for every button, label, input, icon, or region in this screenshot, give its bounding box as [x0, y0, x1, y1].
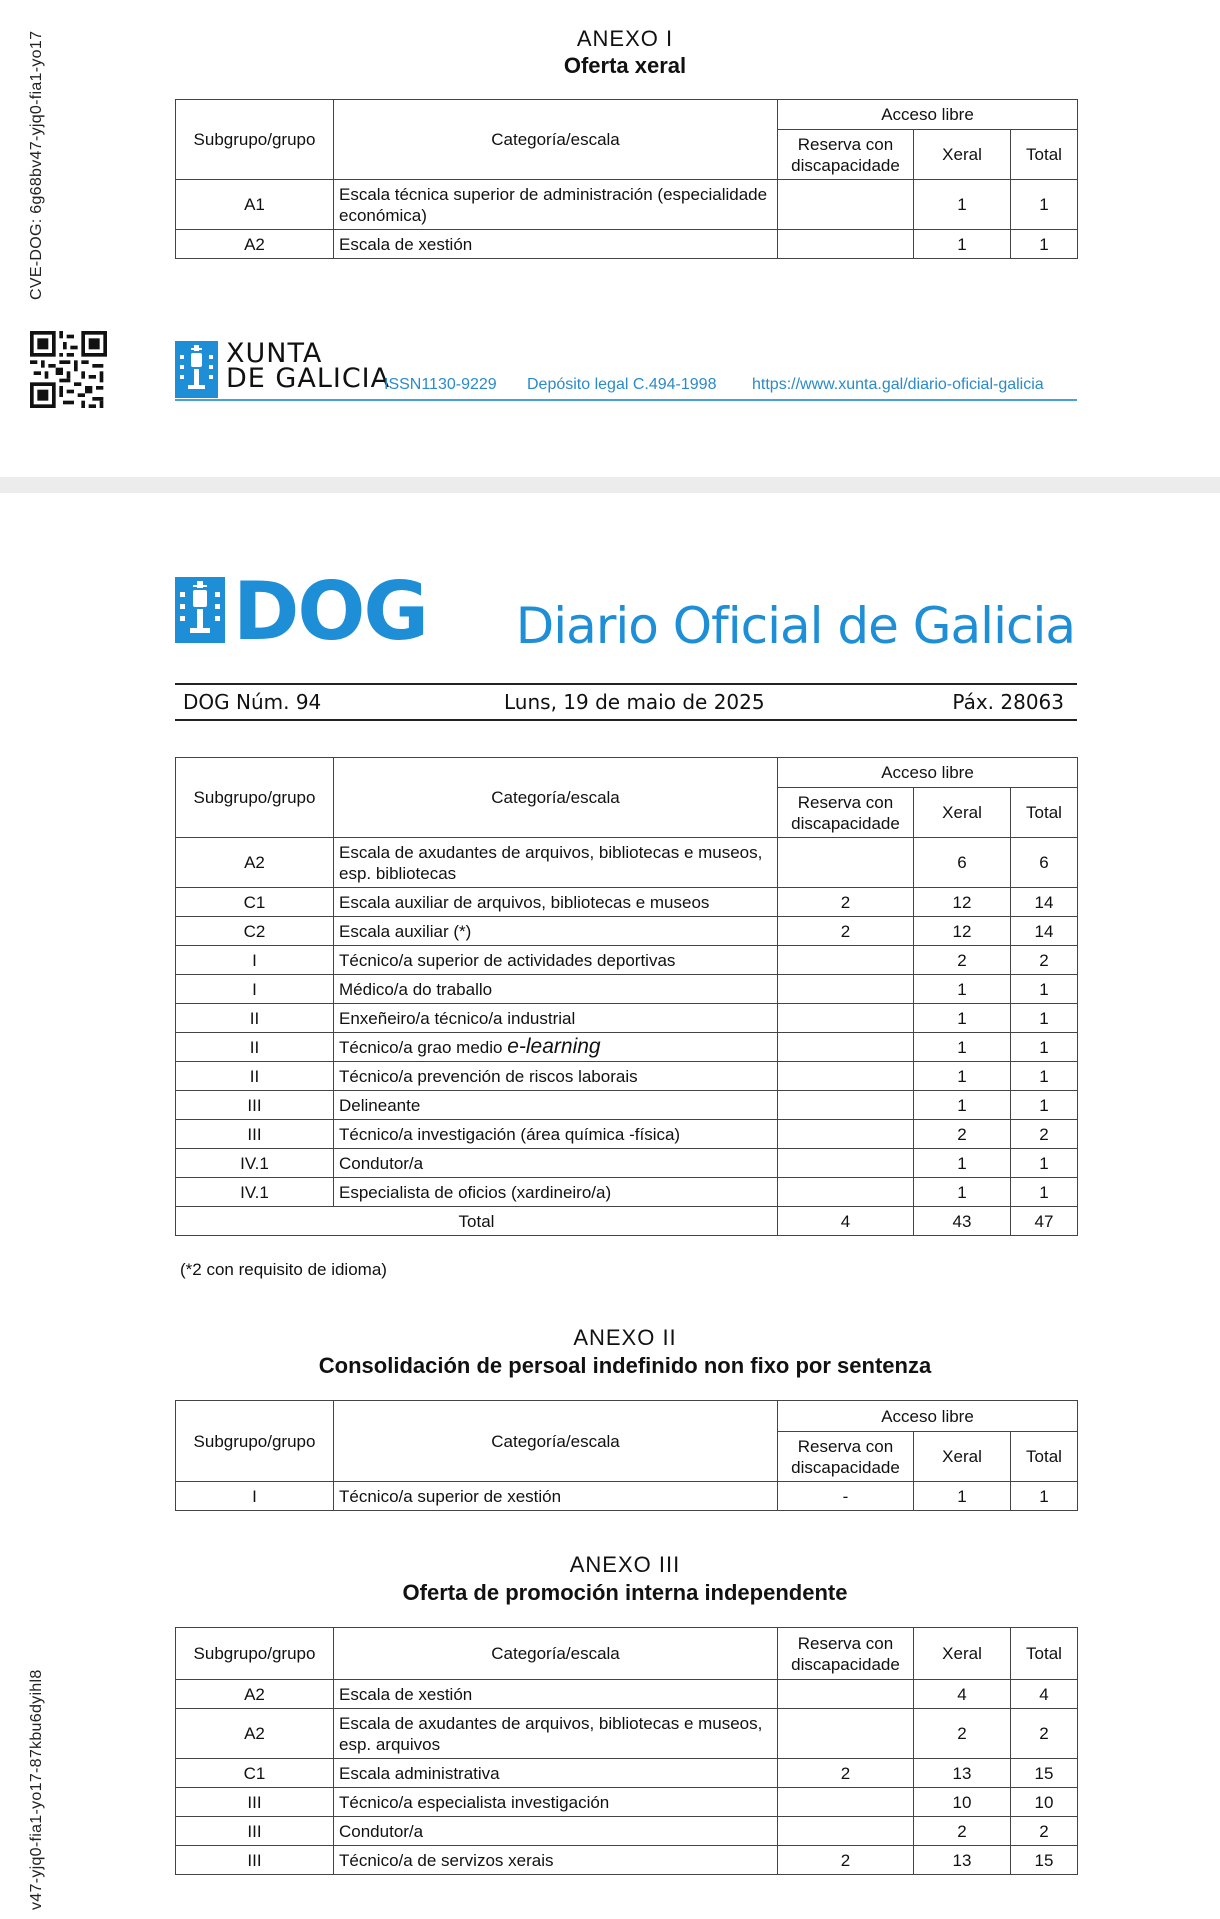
cell-xeral: 12 — [914, 888, 1011, 917]
cell-grupo: C2 — [176, 917, 334, 946]
table-row — [176, 1004, 1078, 1033]
cell-total: 14 — [1011, 888, 1078, 917]
cell-total: 14 — [1011, 917, 1078, 946]
cell-categoria: Escala administrativa — [334, 1759, 778, 1788]
table-row — [176, 1482, 1078, 1511]
table-row — [176, 1091, 1078, 1120]
total-label: Total — [176, 1207, 778, 1236]
cell-total: 1 — [1011, 1033, 1078, 1062]
header-bottom-rule — [175, 719, 1077, 721]
diario-title: Diario Oficial de Galicia — [515, 597, 1075, 655]
cell-total: 1 — [1011, 1178, 1078, 1207]
cell-xeral: 1 — [914, 1004, 1011, 1033]
header-reserva: Reserva con discapacidade — [778, 788, 914, 838]
cell-reserva — [778, 180, 914, 230]
table-row — [176, 1062, 1078, 1091]
cell-reserva — [778, 1709, 914, 1759]
cell-grupo: A2 — [176, 1680, 334, 1709]
header-acceso: Acceso libre — [778, 758, 1078, 788]
footer-deposito: Depósito legal C.494-1998 — [527, 376, 717, 393]
anexo1-cont-table — [175, 757, 1078, 1236]
header-total: Total — [1011, 130, 1078, 180]
cell-xeral: 1 — [914, 1062, 1011, 1091]
header-categoria: Categoría/escala — [334, 1401, 778, 1482]
cell-reserva — [778, 946, 914, 975]
cell-reserva: - — [778, 1482, 914, 1511]
cell-categoria: Técnico/a prevención de riscos laborais — [334, 1062, 778, 1091]
cell-xeral: 13 — [914, 1759, 1011, 1788]
dog-logo-text: DOG — [233, 565, 428, 658]
cell-grupo: III — [176, 1817, 334, 1846]
header-xeral: Xeral — [914, 1628, 1011, 1680]
cell-reserva — [778, 1788, 914, 1817]
table-row — [176, 1709, 1078, 1759]
table-row — [176, 838, 1078, 888]
cell-reserva — [778, 838, 914, 888]
cell-total: 10 — [1011, 1788, 1078, 1817]
issue-date: Luns, 19 de maio de 2025 — [504, 690, 765, 714]
cell-reserva — [778, 1149, 914, 1178]
cell-grupo: A1 — [176, 180, 334, 230]
cell-categoria: Técnico/a superior de actividades deportivas — [334, 946, 778, 975]
cell-xeral: 1 — [914, 1482, 1011, 1511]
header-subgrupo: Subgrupo/grupo — [176, 1401, 334, 1482]
cell-categoria: Delineante — [334, 1091, 778, 1120]
cell-xeral: 12 — [914, 917, 1011, 946]
header-categoria: Categoría/escala — [334, 758, 778, 838]
header-subgrupo: Subgrupo/grupo — [176, 758, 334, 838]
cell-grupo: C1 — [176, 888, 334, 917]
table-row — [176, 975, 1078, 1004]
cell-xeral: 6 — [914, 838, 1011, 888]
table-row — [176, 946, 1078, 975]
cell-categoria: Condutor/a — [334, 1149, 778, 1178]
cell-categoria: Escala de xestión — [334, 230, 778, 259]
header-subgrupo: Subgrupo/grupo — [176, 1628, 334, 1680]
cell-xeral: 2 — [914, 946, 1011, 975]
total-reserva: 4 — [778, 1207, 914, 1236]
cell-total: 1 — [1011, 1004, 1078, 1033]
cell-grupo: C1 — [176, 1759, 334, 1788]
dog-emblem-icon — [175, 577, 225, 643]
cell-grupo: II — [176, 1004, 334, 1033]
page-separator — [0, 477, 1220, 493]
cell-reserva — [778, 230, 914, 259]
header-subgrupo: Subgrupo/grupo — [176, 100, 334, 180]
cve-code-top: CVE-DOG: 6g68bv47-yjq0-fia1-yo17 — [28, 30, 45, 300]
header-reserva: Reserva con discapacidade — [778, 1432, 914, 1482]
header-xeral: Xeral — [914, 1432, 1011, 1482]
cell-total: 4 — [1011, 1680, 1078, 1709]
cell-categoria: Escala técnica superior de administración (especialidade económica) — [334, 180, 778, 230]
header-xeral: Xeral — [914, 130, 1011, 180]
cell-categoria: Escala auxiliar (*) — [334, 917, 778, 946]
header-acceso: Acceso libre — [778, 100, 1078, 130]
categoria-italic: e-learning — [507, 1035, 601, 1058]
cell-categoria: Enxeñeiro/a técnico/a industrial — [334, 1004, 778, 1033]
table-row — [176, 888, 1078, 917]
cell-grupo: II — [176, 1033, 334, 1062]
total-total: 47 — [1011, 1207, 1078, 1236]
qr-code-icon — [30, 331, 107, 408]
xunta-logo-text — [226, 338, 391, 394]
page-number: Páx. 28063 — [952, 690, 1064, 714]
table-row — [176, 1178, 1078, 1207]
cell-grupo: A2 — [176, 1709, 334, 1759]
footnote: (*2 con requisito de idioma) — [180, 1260, 387, 1279]
total-xeral: 43 — [914, 1207, 1011, 1236]
anexo1-subtitle: Oferta xeral — [563, 53, 687, 78]
anexo3-subtitle: Oferta de promoción interna independente — [402, 1580, 848, 1605]
table-row — [176, 917, 1078, 946]
cell-xeral: 2 — [914, 1817, 1011, 1846]
anexo3-title: ANEXO III — [569, 1552, 681, 1577]
anexo1-title: ANEXO I — [576, 26, 674, 51]
cell-categoria: Médico/a do traballo — [334, 975, 778, 1004]
header-total: Total — [1011, 1628, 1078, 1680]
table-row — [176, 1120, 1078, 1149]
header-reserva: Reserva con discapacidade — [778, 1628, 914, 1680]
cell-xeral: 1 — [914, 180, 1011, 230]
table-row — [176, 1759, 1078, 1788]
cell-categoria: Técnico/a superior de xestión — [334, 1482, 778, 1511]
xunta-line1: XUNTA — [226, 338, 323, 369]
header-acceso: Acceso libre — [778, 1401, 1078, 1432]
cell-grupo: III — [176, 1846, 334, 1875]
cell-grupo: A2 — [176, 230, 334, 259]
cell-xeral: 1 — [914, 1178, 1011, 1207]
cell-total: 1 — [1011, 975, 1078, 1004]
cell-xeral: 2 — [914, 1120, 1011, 1149]
cell-reserva — [778, 1091, 914, 1120]
table-row — [176, 1033, 1078, 1062]
cell-reserva — [778, 1062, 914, 1091]
cell-reserva: 2 — [778, 1759, 914, 1788]
cell-total: 2 — [1011, 1817, 1078, 1846]
cell-categoria: Técnico/a investigación (área química -física) — [334, 1120, 778, 1149]
cell-categoria: Condutor/a — [334, 1817, 778, 1846]
anexo2-subtitle: Consolidación de persoal indefinido non fixo por sentenza — [318, 1353, 932, 1378]
header-categoria: Categoría/escala — [334, 100, 778, 180]
cell-categoria: Especialista de oficios (xardineiro/a) — [334, 1178, 778, 1207]
cell-grupo: III — [176, 1120, 334, 1149]
cell-reserva: 2 — [778, 888, 914, 917]
cell-total: 1 — [1011, 1482, 1078, 1511]
header-xeral: Xeral — [914, 788, 1011, 838]
table-row — [176, 1817, 1078, 1846]
cell-total: 1 — [1011, 230, 1078, 259]
xunta-emblem-icon — [175, 341, 218, 398]
cell-xeral: 13 — [914, 1846, 1011, 1875]
cell-total: 1 — [1011, 1091, 1078, 1120]
cell-xeral: 4 — [914, 1680, 1011, 1709]
cell-categoria: Escala de axudantes de arquivos, bibliotecas e museos, esp. bibliotecas — [334, 838, 778, 888]
issue-number: DOG Núm. 94 — [183, 690, 322, 714]
cell-categoria — [334, 1033, 778, 1062]
cell-reserva — [778, 1033, 914, 1062]
cell-reserva — [778, 1120, 914, 1149]
cell-grupo: III — [176, 1788, 334, 1817]
cell-grupo: II — [176, 1062, 334, 1091]
header-total: Total — [1011, 788, 1078, 838]
cell-total: 6 — [1011, 838, 1078, 888]
anexo2-table — [175, 1400, 1078, 1511]
cell-xeral: 1 — [914, 1033, 1011, 1062]
cell-total: 2 — [1011, 1709, 1078, 1759]
cell-reserva — [778, 1680, 914, 1709]
cell-grupo: I — [176, 946, 334, 975]
cell-categoria: Escala de xestión — [334, 1680, 778, 1709]
table-row — [176, 1788, 1078, 1817]
header-categoria: Categoría/escala — [334, 1628, 778, 1680]
anexo1-table — [175, 99, 1078, 259]
table-row — [176, 1149, 1078, 1178]
cell-grupo: IV.1 — [176, 1149, 334, 1178]
header-top-rule — [175, 683, 1077, 685]
cell-reserva — [778, 975, 914, 1004]
cell-reserva — [778, 1004, 914, 1033]
header-total: Total — [1011, 1432, 1078, 1482]
cve-code-bottom: v47-yjq0-fia1-yo17-87kbu6dyihl8 — [28, 1669, 45, 1910]
cell-grupo: A2 — [176, 838, 334, 888]
cell-xeral: 1 — [914, 230, 1011, 259]
cell-reserva: 2 — [778, 1846, 914, 1875]
table-row — [176, 1846, 1078, 1875]
cell-total: 2 — [1011, 946, 1078, 975]
cell-xeral: 2 — [914, 1709, 1011, 1759]
xunta-line2: DE GALICIA — [226, 363, 391, 394]
cell-grupo: I — [176, 1482, 334, 1511]
cell-grupo: III — [176, 1091, 334, 1120]
cell-xeral: 1 — [914, 1091, 1011, 1120]
cell-total: 1 — [1011, 1149, 1078, 1178]
cell-xeral: 1 — [914, 1149, 1011, 1178]
table-row — [176, 230, 1078, 259]
anexo3-table — [175, 1627, 1078, 1875]
cell-total: 15 — [1011, 1846, 1078, 1875]
footer-divider — [175, 399, 1077, 401]
cell-total: 2 — [1011, 1120, 1078, 1149]
cell-grupo: I — [176, 975, 334, 1004]
cell-reserva — [778, 1178, 914, 1207]
cell-categoria: Escala auxiliar de arquivos, bibliotecas e museos — [334, 888, 778, 917]
categoria-text: Técnico/a grao medio — [339, 1038, 503, 1057]
cell-reserva — [778, 1817, 914, 1846]
cell-categoria: Técnico/a especialista investigación — [334, 1788, 778, 1817]
cell-categoria: Técnico/a de servizos xerais — [334, 1846, 778, 1875]
table-row — [176, 1680, 1078, 1709]
cell-grupo: IV.1 — [176, 1178, 334, 1207]
cell-xeral: 10 — [914, 1788, 1011, 1817]
table-row — [176, 180, 1078, 230]
cell-total: 1 — [1011, 180, 1078, 230]
cell-xeral: 1 — [914, 975, 1011, 1004]
cell-reserva: 2 — [778, 917, 914, 946]
header-reserva: Reserva con discapacidade — [778, 130, 914, 180]
footer-url[interactable]: https://www.xunta.gal/diario-oficial-galicia — [752, 376, 1044, 393]
cell-categoria: Escala de axudantes de arquivos, bibliotecas e museos, esp. arquivos — [334, 1709, 778, 1759]
table-total-row — [176, 1207, 1078, 1236]
anexo2-title: ANEXO II — [573, 1325, 677, 1350]
footer-issn: ISSN1130-9229 — [384, 376, 497, 393]
cell-total: 15 — [1011, 1759, 1078, 1788]
cell-total: 1 — [1011, 1062, 1078, 1091]
